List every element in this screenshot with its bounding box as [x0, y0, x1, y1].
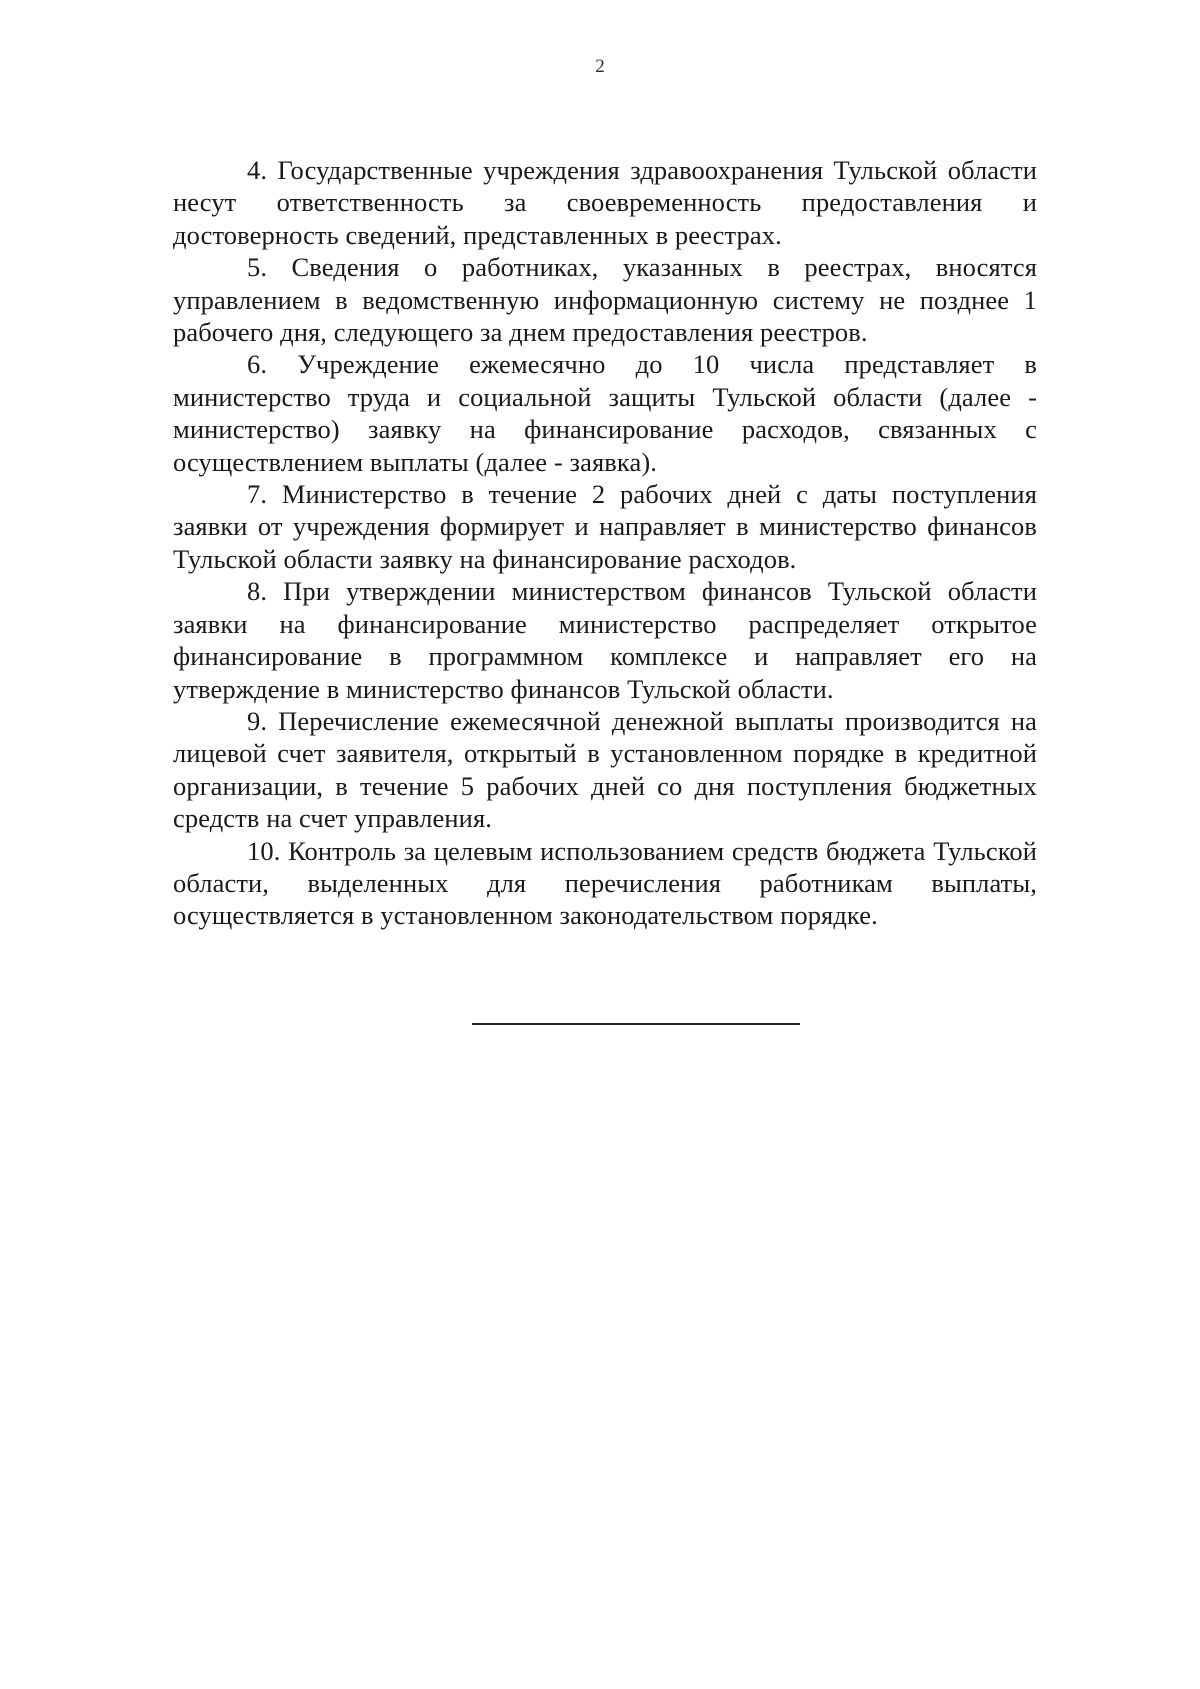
paragraph-8: 8. При утверждении министерством финансов Тульской области заявки на финансирование министерство распределяет открытое финансирование в программном комплексе и направляет его на утверждение в министерство финансов Тульской области. [173, 576, 1037, 704]
paragraph-5: 5. Сведения о работниках, указанных в реестрах, вносятся управлением в ведомственную информационную систему не позднее 1 рабочего дня, следующего за днем предоставления реестров. [173, 252, 1037, 348]
paragraph-6: 6. Учреждение ежемесячно до 10 числа представляет в министерство труда и социальной защиты Тульской области (далее - министерство) заявку на финансирование расходов, связанных с осуществлением выплаты (далее - заявка). [173, 349, 1037, 477]
paragraph-4: 4. Государственные учреждения здравоохранения Тульской области несут ответственность за своевременность предоставления и достоверность сведений, представленных в реестрах. [173, 155, 1037, 250]
paragraph-9: 9. Перечисление ежемесячной денежной выплаты производится на лицевой счет заявителя, открытый в установленном порядке в кредитной организации, в течение 5 рабочих дней со дня поступления бюджетных средств на счет управления. [173, 705, 1037, 834]
document-body [173, 154, 1037, 932]
page-number: 2 [595, 56, 605, 77]
paragraph-7: 7. Министерство в течение 2 рабочих дней с даты поступления заявки от учреждения формирует и направляет в министерство финансов Тульской области заявку на финансирование расходов. [173, 479, 1037, 574]
paragraph-10: 10. Контроль за целевым использованием средств бюджета Тульской области, выделенных для перечисления работникам выплаты, осуществляется в установленном законодательством порядке. [173, 835, 1037, 931]
end-of-document-rule [472, 1023, 800, 1025]
